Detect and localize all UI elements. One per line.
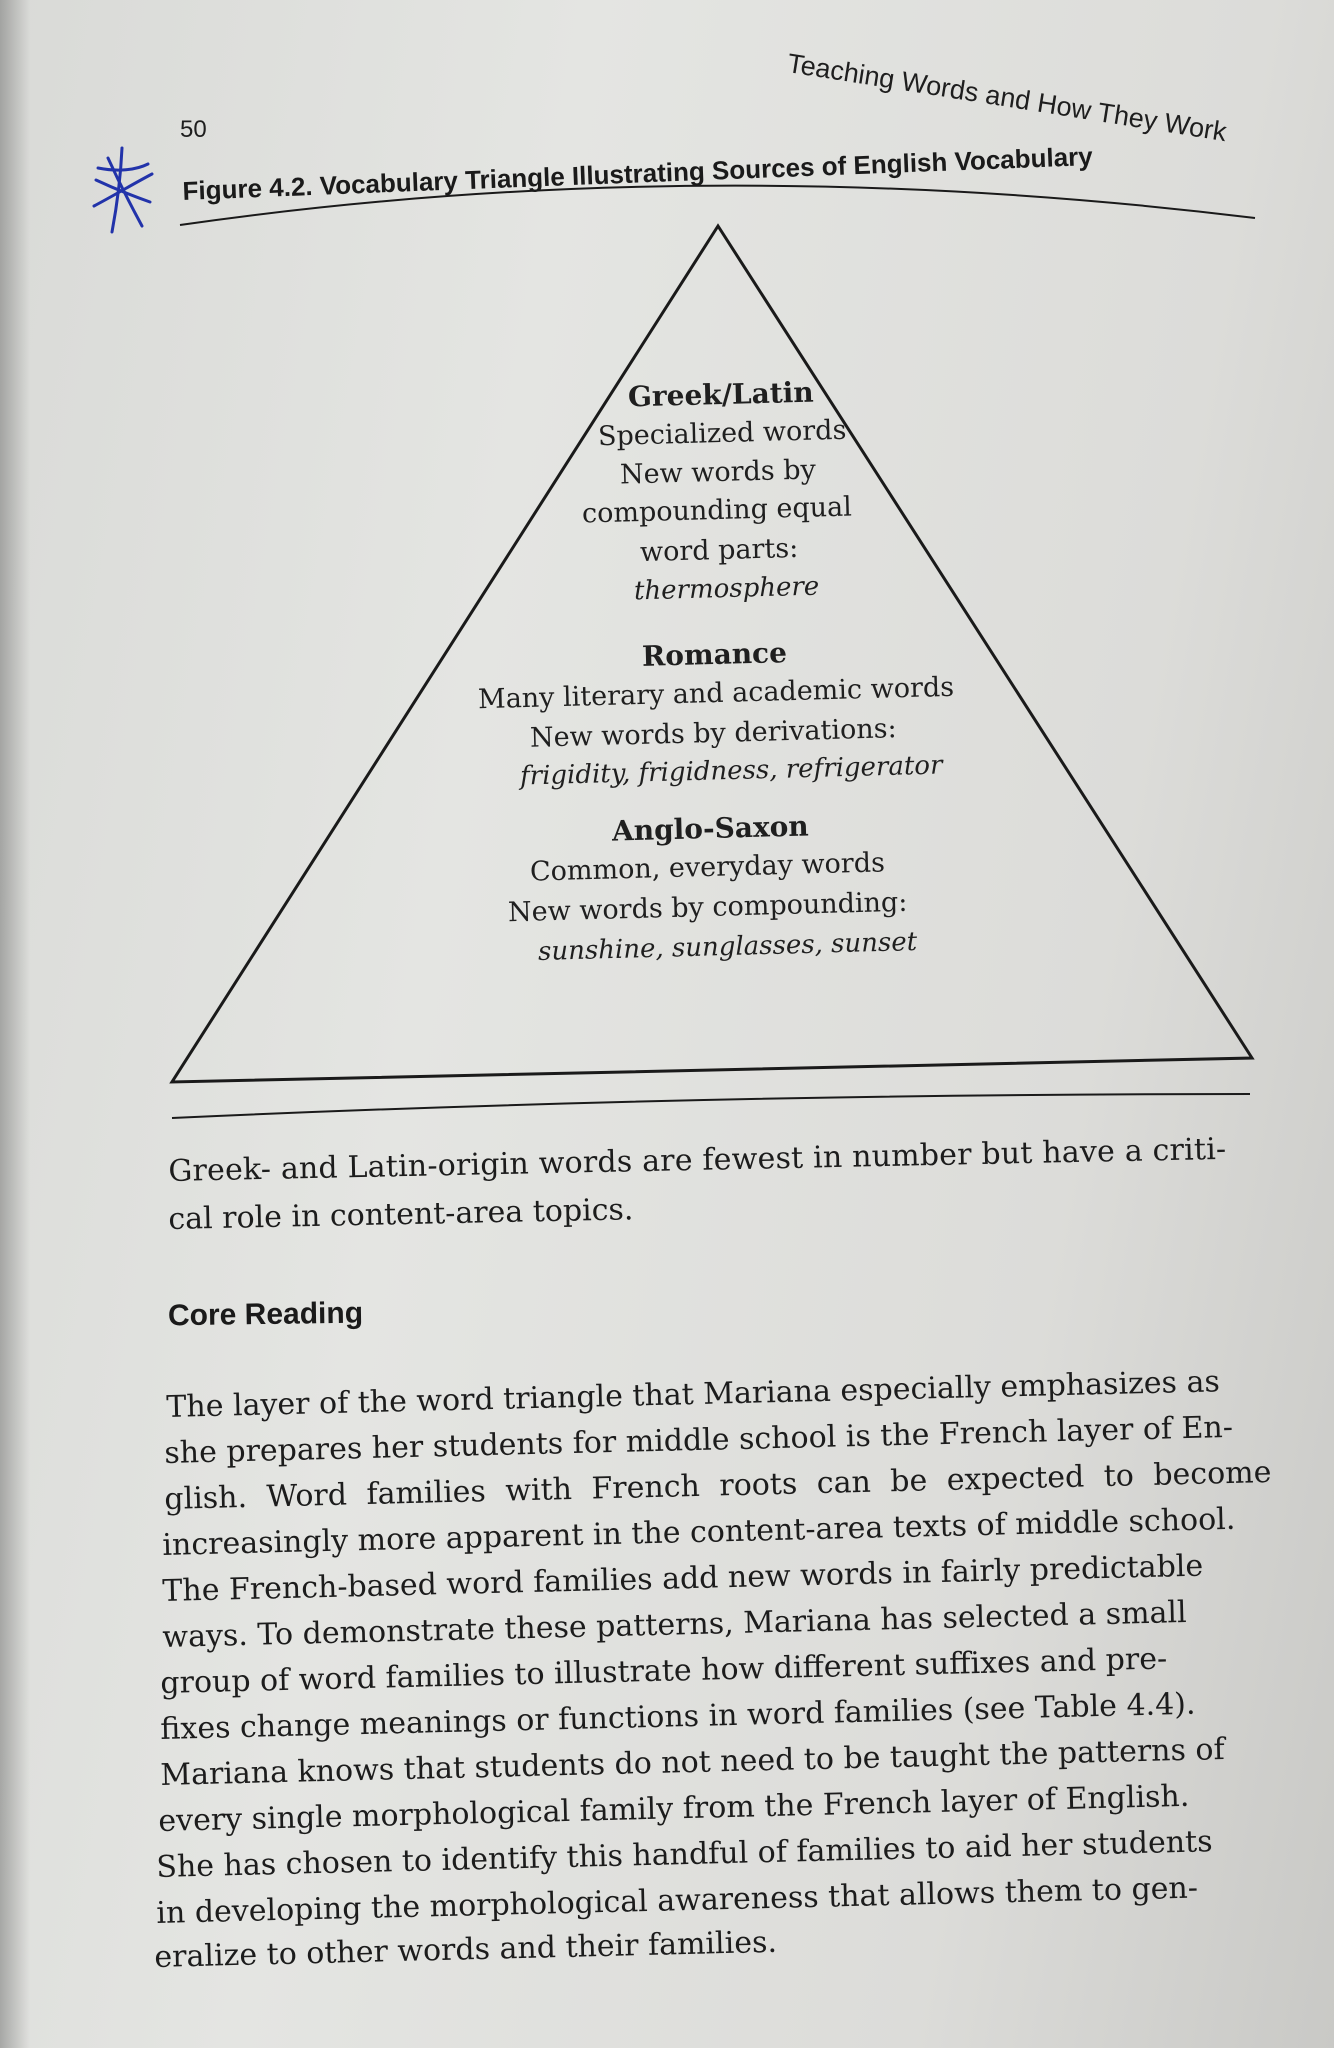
paragraph-line: eralize to other words and their families.: [154, 1924, 778, 1975]
figure-note-line: cal role in content-area topics.: [168, 1192, 634, 1237]
paragraph-line: ways. To demonstrate these patterns, Mariana has selected a small: [162, 1594, 1188, 1655]
layer-line: Many literary and academic words: [477, 671, 955, 716]
paragraph-line: Mariana knows that students do not need to be taught the patterns of: [160, 1731, 1226, 1793]
layer-heading-romance: Romance: [641, 636, 788, 673]
paragraph-line: every single morphological family from the French layer of English.: [158, 1778, 1190, 1839]
figure-caption: Figure 4.2. Vocabulary Triangle Illustrating Sources of English Vocabulary: [182, 141, 1094, 206]
figure-bottom-rule: [172, 1094, 1250, 1118]
layer-line: word parts:: [639, 532, 799, 569]
paragraph-line: group of word families to illustrate how different suffixes and pre-: [160, 1641, 1168, 1701]
paragraph-line: fixes change meanings or functions in word families (see Table 4.4).: [160, 1686, 1196, 1747]
layer-line: New words by: [619, 454, 817, 491]
layer-heading-anglo-saxon: Anglo-Saxon: [611, 809, 810, 848]
layer-line: compounding equal: [581, 491, 853, 530]
paragraph-line: The French-based word families add new words in fairly predictable: [162, 1548, 1204, 1609]
page-number: 50: [180, 116, 207, 143]
caption-rule: [180, 186, 1255, 225]
paragraph-line: glish. Word families with French roots can be expected to become: [164, 1454, 1272, 1517]
paragraph-line: The layer of the word triangle that Mariana especially emphasizes as: [166, 1364, 1221, 1425]
layer-example: thermosphere: [633, 571, 820, 607]
running-head: Teaching Words and How They Work: [785, 48, 1229, 148]
layer-line: Specialized words: [597, 414, 847, 453]
layer-line: New words by derivations:: [529, 713, 897, 754]
layer-line: New words by compounding:: [507, 886, 908, 929]
layer-heading-greek-latin: Greek/Latin: [627, 375, 815, 414]
section-heading: Core Reading: [167, 1296, 364, 1333]
paragraph-line: in developing the morphological awareness that allows them to gen-: [156, 1870, 1199, 1931]
figure-note-line: Greek- and Latin-origin words are fewest in number but have a criti-: [168, 1131, 1227, 1189]
layer-example: frigidity, frigidness, refrigerator: [519, 750, 943, 792]
paragraph-line: she prepares her students for middle school is the French layer of En-: [164, 1409, 1234, 1471]
layer-example: sunshine, sunglasses, sunset: [537, 927, 918, 967]
paragraph-line: increasingly more apparent in the content-area texts of middle school.: [162, 1501, 1236, 1563]
layer-line: Common, everyday words: [529, 847, 886, 888]
paragraph-line: She has chosen to identify this handful of families to aid her students: [156, 1824, 1213, 1885]
